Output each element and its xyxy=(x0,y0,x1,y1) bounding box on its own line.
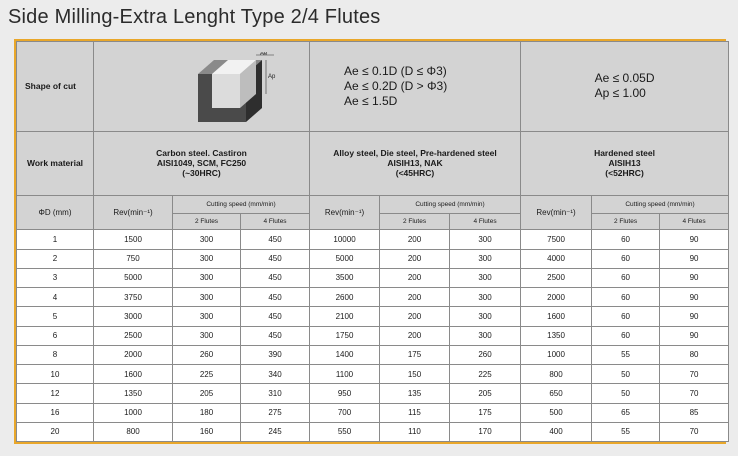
table-cell: 60 xyxy=(592,326,660,345)
table-cell: 12 xyxy=(17,384,94,403)
table-cell: 245 xyxy=(241,422,310,441)
condition-1-line-1: Ae ≤ 0.1D (D ≤ Φ3) xyxy=(344,63,447,78)
table-cell: 800 xyxy=(94,422,173,441)
table-row xyxy=(17,345,729,364)
material-3-line-2: AISIH13 xyxy=(608,158,641,169)
table-cell: 85 xyxy=(660,403,729,422)
table-cell: 1100 xyxy=(310,365,380,384)
table-cell: 90 xyxy=(660,249,729,268)
table-row xyxy=(17,326,729,345)
table-cell: 175 xyxy=(380,345,450,364)
header-row-1 xyxy=(17,196,729,214)
table-cell: 450 xyxy=(241,307,310,326)
table-cell: 1400 xyxy=(310,345,380,364)
table-cell: 65 xyxy=(592,403,660,422)
table-cell: 90 xyxy=(660,307,729,326)
table-cell: 200 xyxy=(380,307,450,326)
material-3-line-1: Hardened steel xyxy=(594,148,656,159)
table-cell: 2100 xyxy=(310,307,380,326)
table-cell: 90 xyxy=(660,268,729,287)
table-cell: 1 xyxy=(17,230,94,249)
table-cell: 450 xyxy=(241,326,310,345)
table-cell: 300 xyxy=(173,268,241,287)
table-cell: 260 xyxy=(450,345,521,364)
shape-diagram-cell xyxy=(94,42,310,132)
material-2-line-3: (<45HRC) xyxy=(395,168,435,179)
table-cell: 1500 xyxy=(94,230,173,249)
table-cell: 225 xyxy=(173,365,241,384)
table-cell: 2 xyxy=(17,249,94,268)
table-cell: 2500 xyxy=(94,326,173,345)
rev-header-2: Rev(min⁻¹) xyxy=(310,196,380,230)
table-row xyxy=(17,307,729,326)
table-cell: 340 xyxy=(241,365,310,384)
table-cell: 55 xyxy=(592,345,660,364)
rev-header-1: Rev(min⁻¹) xyxy=(94,196,173,230)
milling-table xyxy=(16,41,729,442)
material-1-line-3: (~30HRC) xyxy=(182,168,221,179)
table-cell: 180 xyxy=(173,403,241,422)
table-cell: 1750 xyxy=(310,326,380,345)
table-cell: 300 xyxy=(450,268,521,287)
page-title: Side Milling-Extra Lenght Type 2/4 Flutes xyxy=(8,6,381,28)
table-cell: 60 xyxy=(592,230,660,249)
cutting-speed-header-2: Cutting speed (mm/min) xyxy=(380,196,521,214)
table-cell: 60 xyxy=(592,288,660,307)
table-cell: 50 xyxy=(592,365,660,384)
table-cell: 2000 xyxy=(521,288,592,307)
table-cell: 1350 xyxy=(94,384,173,403)
condition-2-line-2: Ap ≤ 1.00 xyxy=(594,86,646,101)
table-cell: 7500 xyxy=(521,230,592,249)
table-cell: 55 xyxy=(592,422,660,441)
table-cell: 4 xyxy=(17,288,94,307)
table-cell: 310 xyxy=(241,384,310,403)
flutes2-header-2: 2 Flutes xyxy=(380,214,450,230)
table-cell: 200 xyxy=(380,326,450,345)
table-cell: 1600 xyxy=(94,365,173,384)
table-cell: 1000 xyxy=(94,403,173,422)
table-cell: 275 xyxy=(241,403,310,422)
table-cell: 160 xyxy=(173,422,241,441)
table-row xyxy=(17,384,729,403)
table-cell: 2000 xyxy=(94,345,173,364)
table-cell: 90 xyxy=(660,288,729,307)
table-cell: 450 xyxy=(241,249,310,268)
table-cell: 70 xyxy=(660,384,729,403)
conditions-2-cell xyxy=(521,42,729,132)
table-cell: 550 xyxy=(310,422,380,441)
diameter-header: ΦD (mm) xyxy=(17,196,94,230)
ap-label: Ap xyxy=(268,74,276,80)
table-cell: 1350 xyxy=(521,326,592,345)
table-cell: 90 xyxy=(660,230,729,249)
material-row xyxy=(17,131,729,195)
table-cell: 110 xyxy=(380,422,450,441)
table-cell: 60 xyxy=(592,307,660,326)
material-1 xyxy=(94,131,310,195)
material-2-line-1: Alloy steel, Die steel, Pre-hardened steel xyxy=(333,148,497,159)
table-row xyxy=(17,288,729,307)
cut-shape-diagram xyxy=(194,52,284,124)
table-body xyxy=(17,230,729,442)
table-cell: 300 xyxy=(450,288,521,307)
material-3-line-3: (<52HRC) xyxy=(605,168,644,179)
table-cell: 150 xyxy=(380,365,450,384)
flutes4-header-1: 4 Flutes xyxy=(241,214,310,230)
table-cell: 300 xyxy=(450,230,521,249)
material-2 xyxy=(310,131,521,195)
table-cell: 200 xyxy=(380,288,450,307)
table-cell: 3750 xyxy=(94,288,173,307)
table-cell: 300 xyxy=(450,326,521,345)
table-cell: 20 xyxy=(17,422,94,441)
table-row xyxy=(17,365,729,384)
table-cell: 260 xyxy=(173,345,241,364)
condition-2-line-1: Ae ≤ 0.05D xyxy=(594,71,655,86)
table-cell: 170 xyxy=(450,422,521,441)
table-cell: 2600 xyxy=(310,288,380,307)
table-cell: 2500 xyxy=(521,268,592,287)
table-cell: 115 xyxy=(380,403,450,422)
table-cell: 70 xyxy=(660,422,729,441)
table-cell: 225 xyxy=(450,365,521,384)
table-cell: 6 xyxy=(17,326,94,345)
table-cell: 950 xyxy=(310,384,380,403)
table-cell: 700 xyxy=(310,403,380,422)
table-cell: 10 xyxy=(17,365,94,384)
table-cell: 200 xyxy=(380,249,450,268)
material-1-line-1: Carbon steel. Castiron xyxy=(156,148,247,159)
table-cell: 300 xyxy=(173,249,241,268)
condition-1-line-3: Ae ≤ 1.5D xyxy=(344,93,398,108)
table-row xyxy=(17,249,729,268)
table-cell: 300 xyxy=(450,307,521,326)
table-cell: 3 xyxy=(17,268,94,287)
table-cell: 5 xyxy=(17,307,94,326)
table-row xyxy=(17,268,729,287)
table-cell: 50 xyxy=(592,384,660,403)
table-cell: 5000 xyxy=(310,249,380,268)
table-cell: 450 xyxy=(241,288,310,307)
table-row xyxy=(17,422,729,441)
condition-1-line-2: Ae ≤ 0.2D (D > Φ3) xyxy=(344,78,448,93)
material-2-line-2: AISIH13, NAK xyxy=(387,158,443,169)
table-cell: 500 xyxy=(521,403,592,422)
table-cell: 1600 xyxy=(521,307,592,326)
shape-row xyxy=(17,42,729,132)
table-cell: 1000 xyxy=(521,345,592,364)
table-cell: 4000 xyxy=(521,249,592,268)
table-cell: 205 xyxy=(173,384,241,403)
table-cell: 80 xyxy=(660,345,729,364)
material-1-line-2: AISI1049, SCM, FC250 xyxy=(156,158,247,169)
table-cell: 10000 xyxy=(310,230,380,249)
work-material-label: Work material xyxy=(17,131,94,195)
table-cell: 300 xyxy=(173,288,241,307)
table-cell: 450 xyxy=(241,268,310,287)
rev-header-3: Rev(min⁻¹) xyxy=(521,196,592,230)
material-3 xyxy=(521,131,729,195)
table-cell: 60 xyxy=(592,268,660,287)
table-cell: 70 xyxy=(660,365,729,384)
table-cell: 90 xyxy=(660,326,729,345)
table-cell: 650 xyxy=(521,384,592,403)
table-cell: 800 xyxy=(521,365,592,384)
table-cell: 175 xyxy=(450,403,521,422)
table-cell: 135 xyxy=(380,384,450,403)
table-cell: 3500 xyxy=(310,268,380,287)
table-cell: 300 xyxy=(450,249,521,268)
table-cell: 450 xyxy=(241,230,310,249)
flutes4-header-3: 4 Flutes xyxy=(660,214,729,230)
table-cell: 750 xyxy=(94,249,173,268)
table-cell: 3000 xyxy=(94,307,173,326)
milling-table-frame xyxy=(14,39,726,444)
cutting-speed-header-1: Cutting speed (mm/min) xyxy=(173,196,310,214)
table-cell: 400 xyxy=(521,422,592,441)
table-cell: 60 xyxy=(592,249,660,268)
table-row xyxy=(17,230,729,249)
table-cell: 300 xyxy=(173,307,241,326)
table-row xyxy=(17,403,729,422)
ae-label: Ae xyxy=(260,52,268,57)
cutting-speed-header-3: Cutting speed (mm/min) xyxy=(592,196,729,214)
conditions-1-cell xyxy=(310,42,521,132)
shape-of-cut-label: Shape of cut xyxy=(17,42,94,132)
table-cell: 8 xyxy=(17,345,94,364)
table-cell: 300 xyxy=(173,230,241,249)
flutes2-header-3: 2 Flutes xyxy=(592,214,660,230)
flutes4-header-2: 4 Flutes xyxy=(450,214,521,230)
table-cell: 200 xyxy=(380,230,450,249)
table-cell: 200 xyxy=(380,268,450,287)
table-cell: 390 xyxy=(241,345,310,364)
table-cell: 205 xyxy=(450,384,521,403)
table-cell: 5000 xyxy=(94,268,173,287)
flutes2-header-1: 2 Flutes xyxy=(173,214,241,230)
table-cell: 300 xyxy=(173,326,241,345)
table-cell: 16 xyxy=(17,403,94,422)
